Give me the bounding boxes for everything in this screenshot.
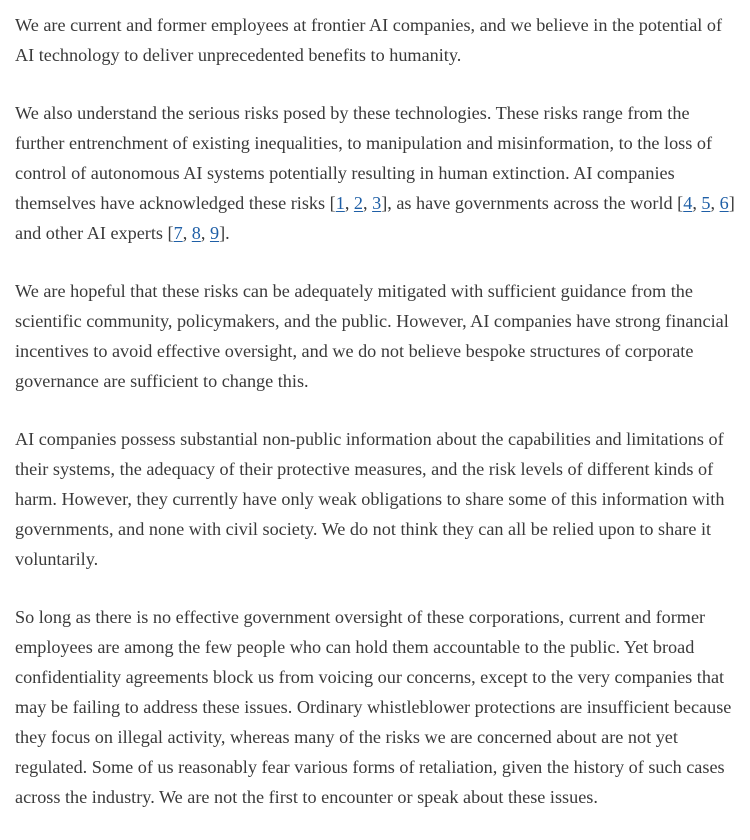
paragraph-intro: We are current and former employees at frontier AI companies, and we believe in the potential of AI technology to deliver unprecedented benefits to humanity. [15, 15, 723, 65]
risks-text-c: ] and other AI experts [ [15, 193, 735, 243]
ref-separator: , [710, 193, 720, 213]
paragraph-oversight: So long as there is no effective government oversight of these corporations, current and former employees are among the few people who can hold them accountable to the public. Yet broad confidentiality agreements block us from voicing our concerns, except to the very companies that may be failing to address these issues. Ordinary whistleblower protections are insufficient because they focus on illegal activity, whereas many of the risks we are concerned about are not yet regulated. Some of us reasonably fear various forms of retaliation, given the history of such cases across the industry. We are not the first to encounter or speak about these issues. [15, 607, 732, 807]
reference-link-8[interactable]: 8 [191, 223, 201, 243]
reference-link-4[interactable]: 4 [683, 193, 693, 213]
ref-separator: , [344, 193, 354, 213]
reference-link-6[interactable]: 6 [719, 193, 729, 213]
paragraph-risks [15, 98, 735, 248]
reference-link-5[interactable]: 5 [701, 193, 711, 213]
paragraph-mitigation: We are hopeful that these risks can be adequately mitigated with sufficient guidance from the scientific community, policymakers, and the public. However, AI companies have strong financial incentives to avoid effective oversight, and we do not believe bespoke structures of corporate governance are sufficient to change this. [15, 281, 729, 391]
document-body [15, 10, 735, 840]
risks-text-b: ], as have governments across the world [ [381, 193, 684, 213]
ref-separator: , [200, 223, 210, 243]
risks-text-a: We also understand the serious risks posed by these technologies. These risks range from the further entrenchment of existing inequalities, to manipulation and misinformation, to the loss of control of autonomous AI systems potentially resulting in human extinction. AI companies themselves have acknowledged these risks [ [15, 103, 713, 213]
ref-separator: , [363, 193, 373, 213]
reference-link-1[interactable]: 1 [335, 193, 345, 213]
reference-link-9[interactable]: 9 [209, 223, 220, 243]
ref-separator: , [182, 223, 192, 243]
paragraph-information: AI companies possess substantial non-public information about the capabilities and limitations of their systems, the adequacy of their protective measures, and the risk levels of different kinds of harm. However, they currently have only weak obligations to share some of this information with governments, and none with civil society. We do not think they can all be relied upon to share it voluntarily. [15, 429, 725, 569]
risks-text-d: ]. [219, 223, 230, 243]
reference-link-3[interactable]: 3 [372, 193, 382, 213]
reference-link-7[interactable]: 7 [173, 223, 183, 243]
ref-separator: , [692, 193, 702, 213]
reference-link-2[interactable]: 2 [353, 193, 363, 213]
